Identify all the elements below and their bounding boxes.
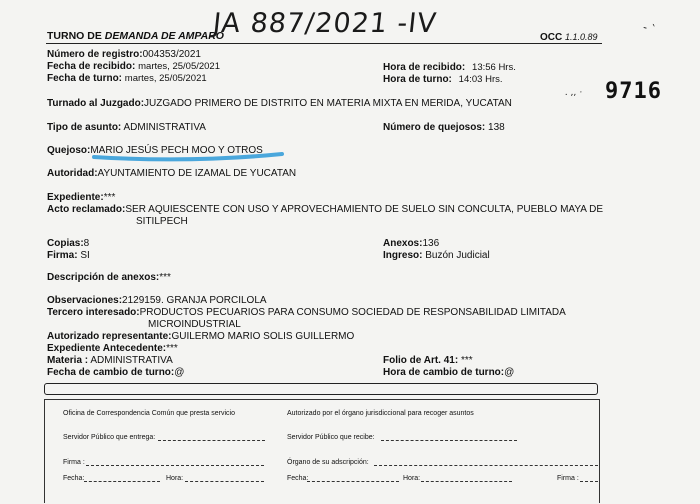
- num-quejosos-row: Número de quejosos: 138: [383, 122, 505, 133]
- footer-left-heading: Oficina de Correspondencia Común que presta servicio: [63, 410, 235, 417]
- materia-row: Materia : ADMINISTRATIVA: [47, 355, 173, 366]
- fecha-cambio-row: Fecha de cambio de turno:@: [47, 367, 185, 378]
- expediente-row: Expediente:***: [47, 192, 116, 203]
- turnado-row: Turnado al Juzgado:JUZGADO PRIMERO DE DISTRITO EN MATERIA MIXTA EN MERIDA, YUCATAN: [47, 98, 512, 109]
- fecha-right-line: [307, 481, 399, 482]
- handwritten-file-number: JA 887/2021 -IV: [211, 8, 439, 39]
- hora-right-label: Hora:: [403, 475, 421, 482]
- hora-turno-row: Hora de turno: 14:03 Hrs.: [383, 74, 503, 85]
- recibido-row: Fecha de recibido: martes, 25/05/2021: [47, 61, 220, 72]
- firma-left-line: [86, 465, 264, 466]
- firma-row: Firma: SI: [47, 250, 90, 261]
- tercero-row: Tercero interesado:PRODUCTOS PECUARIOS PARA CONSUMO SOCIEDAD DE RESPONSABILIDAD LIMITADA: [47, 307, 566, 318]
- acto-reclamado-line2: SITILPECH: [136, 216, 188, 227]
- acto-reclamado-row: Acto reclamado:SER AQUIESCENTE CON USO Y APROVECHAMIENTO DE SUELO SIN CONCULTA, PUEBLO MAYA DE: [47, 204, 604, 215]
- firma-right-label: Firma :: [557, 475, 579, 482]
- handwritten-folio: 9716: [605, 79, 662, 104]
- scribble-mark: . ,, ·: [564, 88, 583, 98]
- document-title: TURNO DE DEMANDA DE AMPARO: [47, 30, 224, 42]
- servidor-recibe-label: Servidor Público que recibe:: [287, 434, 375, 441]
- occ-code: OCC 1.1.0.89: [540, 32, 598, 43]
- organo-label: Órgano de su adscripción:: [287, 459, 369, 466]
- fecha-left-label: Fecha:: [63, 475, 85, 482]
- ingreso-row: Ingreso: Buzón Judicial: [383, 250, 490, 261]
- organo-line: [374, 465, 598, 466]
- descripcion-row: Descripción de anexos:***: [47, 272, 171, 283]
- folio-row: Folio de Art. 41: ***: [383, 355, 473, 366]
- hora-left-line: [185, 481, 264, 482]
- servidor-entrega-label: Servidor Público que entrega:: [63, 434, 156, 441]
- fecha-left-line: [84, 481, 160, 482]
- highlight-stroke: [90, 148, 290, 164]
- turno-row: Fecha de turno: martes, 25/05/2021: [47, 73, 207, 84]
- firma-left-label: Firma :: [63, 459, 85, 466]
- firma-right-line: [580, 481, 598, 482]
- separator-bar: [44, 383, 598, 395]
- tipo-asunto-row: Tipo de asunto: ADMINISTRATIVA: [47, 122, 206, 133]
- anexos-row: Anexos:136: [383, 238, 440, 249]
- observaciones-row: Observaciones:2129159. GRANJA PORCILOLA: [47, 295, 267, 306]
- tercero-line2: MICROINDUSTRIAL: [148, 319, 241, 330]
- autoridad-row: Autoridad:AYUNTAMIENTO DE IZAMAL DE YUCATAN: [47, 168, 297, 179]
- fecha-right-label: Fecha:: [287, 475, 309, 482]
- hora-right-line: [421, 481, 512, 482]
- registro-row: Número de registro:004353/2021: [47, 49, 201, 60]
- quejoso-row: Quejoso:MARIO JESÚS PECH MOO Y OTROS: [47, 145, 263, 156]
- footer-right-heading: Autorizado por el órgano jurisdiccional para recoger asuntos: [287, 410, 474, 417]
- servidor-recibe-line: [381, 440, 517, 441]
- hora-cambio-row: Hora de cambio de turno:@: [383, 367, 515, 378]
- hora-recibido-row: Hora de recibido: 13:56 Hrs.: [383, 62, 516, 73]
- header-rule: [46, 43, 602, 44]
- servidor-entrega-line: [158, 440, 265, 441]
- representante-row: Autorizado representante:GUILERMO MARIO SOLIS GUILLERMO: [47, 331, 355, 342]
- antecedente-row: Expediente Antecedente:***: [47, 343, 178, 354]
- hora-left-label: Hora:: [166, 475, 184, 482]
- copias-row: Copias:8: [47, 238, 90, 249]
- scribble-mark: - `: [641, 20, 658, 37]
